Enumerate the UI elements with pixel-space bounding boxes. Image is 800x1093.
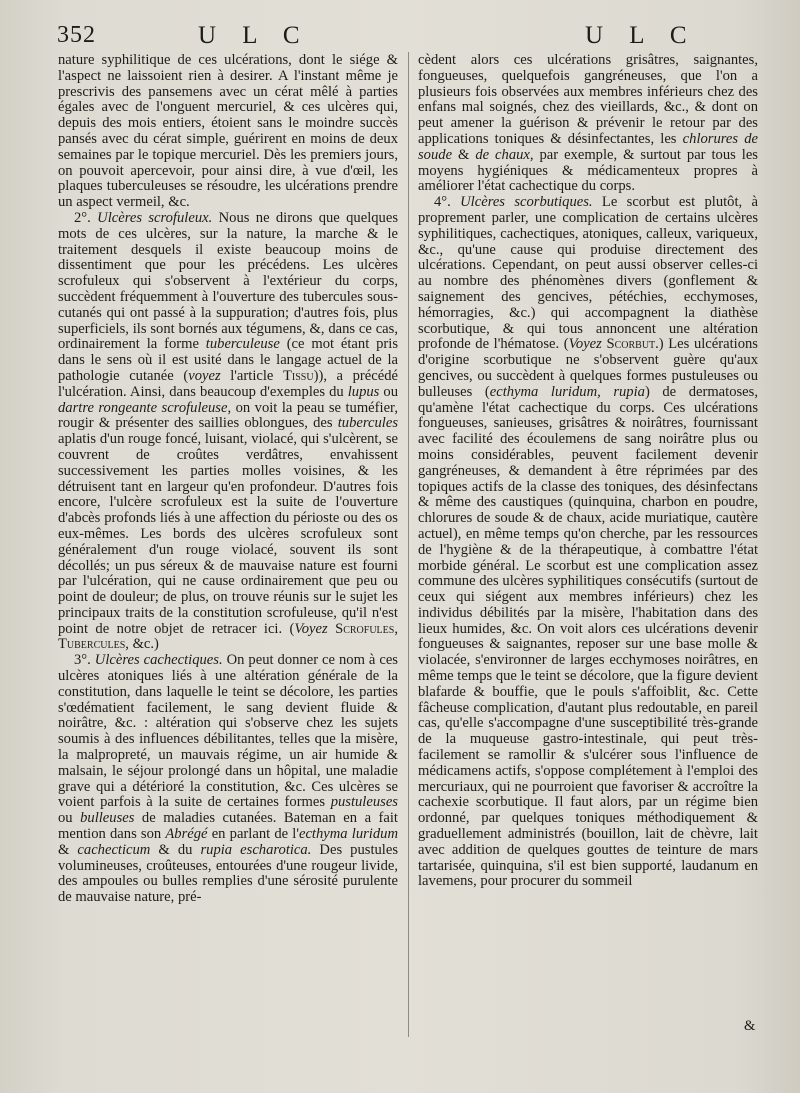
italic-term: lupus (347, 383, 380, 400)
italic-term: rupia escharotica. (200, 841, 312, 858)
cross-reference: Scorbut. (606, 336, 659, 353)
text-run: & (58, 841, 70, 858)
text-run: Des pustules volumineuses, croûteuses, entourées d'une rougeur livide, des ampoules ou bulles remplies d'une sérosité purulente de mauvaise nature, pré- (58, 841, 399, 906)
italic-term: Abrégé (165, 826, 208, 843)
text-run: , on voit la peau se tuméfier, rougir & présenter des saillies oblongues, des (58, 399, 398, 432)
italic-term: dartre rongeante scrofuleuse (58, 399, 228, 416)
italic-term: tubercules (337, 415, 398, 432)
left-column (58, 53, 398, 906)
italic-term: voyez (188, 367, 221, 384)
text-run: Nous ne dirons que quelques mots de ces ulcères, sur la nature, la marche & le traitement desquels il existe beaucoup moins de dissentiment que pour les précédens. Les ulcères scrofuleux qui s'observent à l'extérieur du corps, succèdent fréquemment à l'ouverture des tubercules sous-cutanés qui ont passé à la suppuration; d'autres fois, plus superficiels, ils sont bornés aux tégumens, &, dans ce cas, ordinairement la forme (58, 209, 399, 353)
paragraph-scrofulous-ulcers (58, 211, 398, 653)
text-run: par exemple, & surtout par tous les moyens hygiéniques & médicamenteux propres à améliorer l'état cachectique du corps. (418, 146, 758, 195)
right-column (418, 53, 758, 890)
text-run: (ce mot étant pris dans le sens où il est usité dans le langage actuel de la pathologie cutanée ( (58, 336, 399, 384)
text-run: Le scorbut est plutôt, à proprement parler, une complication de certains ulcères syphilitiques, cachectiques, atoniques, calleux, variqueux, &c., qu'une cause qui produise directement des ulcérations. Cependant, on peut aussi observer celles-ci au nombre des phénomènes divers (gonflement & saignement des gencives, pétéchies, ecchymoses, hémorragies, &c.) qui accompagnent la diathèse scorbutique, & qui tous annoncent une altération profonde de l'hématose. ( (418, 194, 758, 353)
paragraph-cachectic-continued (418, 53, 758, 195)
text-run: ou (58, 810, 73, 827)
text-run: )), a précédé l'ulcération. Ainsi, dans beaucoup d'exemples du (58, 367, 398, 400)
section-title: Ulcères scrofuleux. (97, 209, 213, 226)
paragraph-syphilitic-end: nature syphilitique de ces ulcérations, dont le siége & l'aspect ne laissoient rien à desirer. A l'instant même je prescrivis des pansemens avec un cérat mêlé à parties égales avec de l'onguent mercuriel, & ces ulcères qui, depuis des mois entiers, étoient sans le moindre succès pansés avec du cérat simple, guérirent en moins de deux semaines par le topique mercuriel. Dès les premiers jours, on pouvoit apercevoir, pour ainsi dire, à vue d'œil, les plaques tuberculeuses se résoudre, les ulcérations prendre un aspect vermeil, &c. (58, 52, 398, 211)
cross-reference: Scrofules, Tubercules, (58, 620, 398, 653)
text-run: de maladies cutanées. Bateman en a fait mention dans son (58, 810, 398, 843)
text-run: & du (158, 841, 193, 858)
text-run: On peut donner ce nom à ces ulcères atoniques liés à une altération générale de la constitution, dans laquelle le teint se décolore, les parties s'œdématient facilement, le sang devient fluide & noirâtre, &c. : altération qui s'observe chez les sujets soumis à des influences débilitantes, telles que la misère, la malpropreté, un mauvais régime, un air humide & malsain, le séjour prolongé dans un hôpital, une maladie grave qui a détérioré la constitution, &c. Ces ulcères se voient parfois à la suite de certaines formes (58, 652, 398, 811)
column-divider (408, 52, 409, 1037)
page-number: 352 (57, 22, 96, 48)
catchword: & (744, 1018, 756, 1034)
section-title: Ulcères cachectiques. (94, 652, 223, 669)
italic-term: cachecticum (77, 841, 151, 858)
paragraph-scorbutic-ulcers (418, 195, 758, 890)
text-run: &c.) (132, 636, 159, 653)
italic-term: tuberculeuse (205, 336, 280, 353)
text-run: cèdent alors ces ulcérations grisâtres, saignantes, fongueuses, quelquefois gangréneuses, que l'on a plusieurs fois observées aux membres inférieurs chez des enfans mal soignés, chez des vieillards, &c., & dont on peut amener la guérison & prévenir le retour par des applications toniques & désinfectantes, les (418, 52, 758, 147)
italic-term: Voyez (568, 336, 602, 353)
italic-term: bulleuses (80, 810, 135, 827)
italic-term: de chaux, (475, 146, 534, 163)
text-run: & (458, 146, 470, 163)
italic-term: Voyez (294, 620, 328, 637)
section-title: Ulcères scorbutiques. (460, 194, 593, 211)
text-run: ou (383, 383, 398, 400)
page-header (0, 22, 800, 52)
text-run: aplatis d'un rouge foncé, luisant, violacé, qui s'ulcèrent, se couvrent de croûtes verdâtres, envahissent successivement les parties molles voisines, & les détruisent tant en largeur qu'en profondeur. D'autres fois encore, l'ulcère scrofuleux est la suite de l'ouverture d'abcès profonds liés à une affection du périoste ou des os eux-mêmes. Les bords des ulcères scrofuleux sont généralement d'un rouge violacé, souvent ils sont décollés; un pus séreux & de mauvaise nature est fourni par l'ulcération, qui ne cause ordinairement que peu ou point de douleur; de plus, on trouve réunis sur le sujet les principaux traits de la constitution scrofuleuse, qu'il n'est point de notre objet de retracer ici. ( (58, 431, 398, 637)
italic-term: pustuleuses (330, 794, 398, 811)
italic-term: ecthyma luridum, rupia (489, 383, 645, 400)
cross-reference: Tissu (283, 367, 314, 384)
text-run: l'article (230, 367, 274, 384)
text-run: ) de dermatoses, qu'amène l'état cachectique du corps. Ces ulcérations fongueuses, sanieuses, grisâtres & noirâtres, fournissant avec facilité des écoulemens de sang noirâtre plus ou moins considérables, peuvent facilement devenir gangréneuses, & demandent à être réprimées par des topiques actifs de la classe des toniques, des désinfectans & même des caustiques (quinquina, charbon en poudre, chlorures de soude & de chaux, acide muriatique, cautère actuel), en même temps qu'on cherche, par les ressources de l'hygiène & de la thérapeutique, à combattre l'état morbide général. Le scorbut est une complication assez commune des ulcères syphilitiques consécutifs (surtout de ceux qui siégent aux membres inférieurs) chez les individus débilités par la misère, l'habitation dans des lieux humides, &c. On voit alors ces ulcérations devenir fongueuses & saignantes, reposer sur une base molle & violacée, s'environner de larges ecchymoses noirâtres, en même temps que le teint se décolore, que la figure devient blafarde & bouffie, que le pouls s'affoiblit, &c. Cette fâcheuse complication, d'autant plus redoutable, en pareil cas, qu'elle s'accompagne d'une susceptibilité très-grande de la muqueuse gastro-intestinale, qui peut très-facilement se ramollir & s'ulcérer sous l'influence de médicamens actifs, s'oppose complétement à l'emploi des mercuriaux, qui ne pourroient que favoriser & accroître la cachexie scorbutique. Il faut alors, par un régime bien ordonné, par quelques toniques méthodiquement & graduellement administrés (bouillon, lait de chèvre, lait avec addition de quelques gouttes de teinture de mars tartarisée, quinquina, s'il est bien supporté, laudanum en lavemens, pour procurer du sommeil (418, 383, 758, 890)
paragraph-cachectic-ulcers (58, 653, 398, 906)
italic-term: chlorures de soude (418, 130, 759, 163)
text-run: ) Les ulcérations d'origine scorbutique ne s'observent guère qu'aux gencives, ou succèdent à quelques formes pustuleuses ou bulleuses ( (418, 336, 758, 400)
section-number: 3°. (74, 652, 91, 669)
section-number: 4°. (434, 194, 451, 211)
running-head-left: U L C (198, 22, 310, 49)
running-head-right: U L C (585, 22, 697, 49)
italic-term: ecthyma luridum (298, 826, 398, 843)
section-number: 2°. (74, 209, 91, 226)
text-run: en parlant de l' (211, 826, 299, 843)
